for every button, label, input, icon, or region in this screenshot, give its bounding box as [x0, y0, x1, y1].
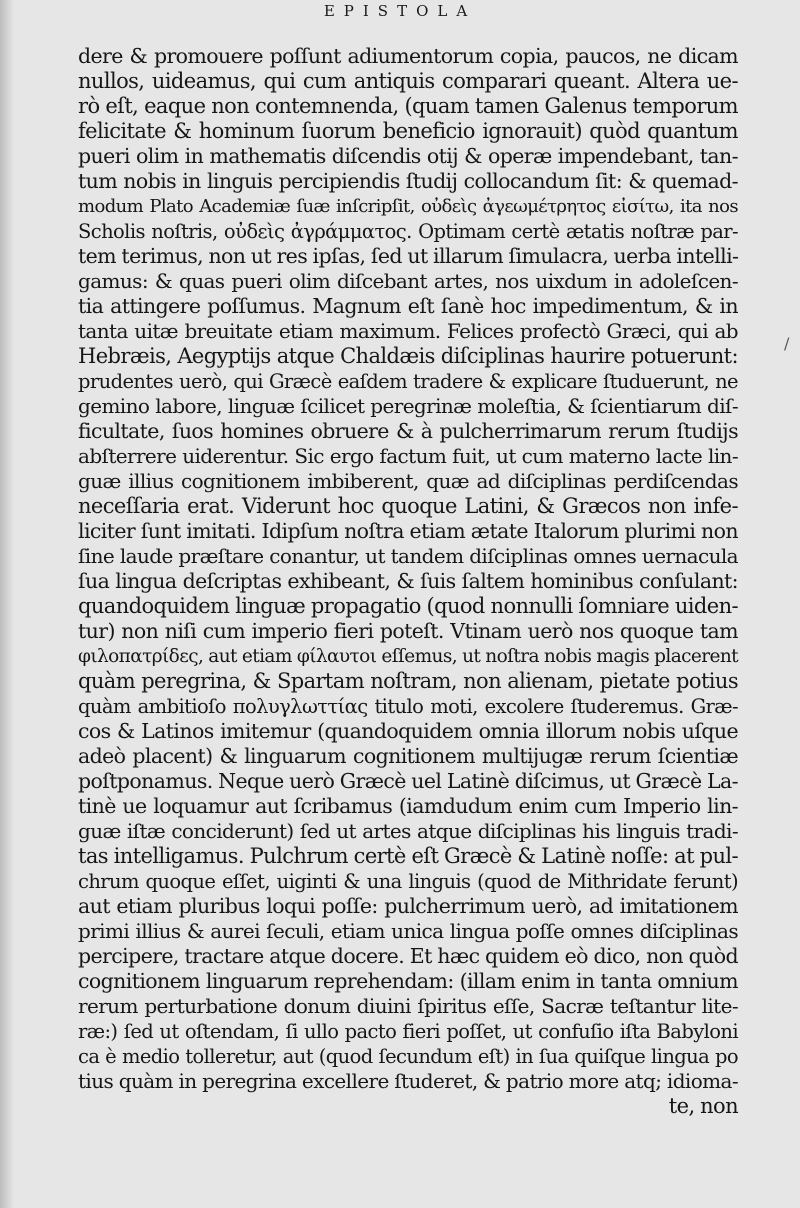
text-line: tia attingere poſſumus. Magnum eſt ſanè hoc impedimentum, & in — [78, 294, 738, 318]
text-line: abſterrere uiderentur. Sic ergo factum fuit, ut cum materno lacte lin- — [78, 444, 738, 468]
text-line: primi illius & aurei ſeculi, etiam unica lingua poſſe omnes diſciplinas — [78, 919, 738, 943]
text-line: adeò placent) & linguarum cognitionem multijugæ rerum ſcientiæ — [78, 744, 738, 768]
text-line: rerum perturbatione donum diuini ſpiritus eſſe, Sacræ teſtantur lite- — [78, 994, 738, 1018]
text-line: felicitate & hominum ſuorum beneficio ignorauit) quòd quantum — [78, 119, 738, 143]
text-line: nullos, uideamus, qui cum antiquis comparari queant. Altera ue- — [78, 69, 738, 93]
text-line: gamus: & quas pueri olim diſcebant artes, nos uixdum in adoleſcen- — [78, 269, 738, 293]
text-line: poſtponamus. Neque uerò Græcè uel Latinè diſcimus, ut Græcè La- — [78, 769, 738, 793]
text-line: prudentes uerò, qui Græcè eaſdem tradere & explicare ſtuduerunt, ne — [78, 370, 738, 393]
text-line: tanta uitæ breuitate etiam maximum. Felices profectò Græci, qui ab — [78, 319, 738, 343]
text-line: ſua lingua deſcriptas exhibeant, & ſuis ſaltem hominibus conſulant: — [78, 569, 738, 593]
text-line: Hebræis, Aegyptijs atque Chaldæis diſciplinas haurire potuerunt: — [78, 344, 738, 368]
text-line: modum Plato Academiæ ſuæ inſcripſit, οὐδεὶς ἀγεωμέτρητος εἰσίτω, ita nos — [78, 196, 738, 217]
text-line: tius quàm in peregrina excellere ſtuderet, & patrio more atq; idioma- — [78, 1069, 738, 1093]
text-line: dere & promouere poſſunt adiumentorum copia, paucos, ne dicam — [78, 44, 738, 68]
text-line: tur) non niſi cum imperio fieri poteſt. Vtinam uerò nos quoque tam — [78, 619, 738, 643]
text-line: liciter ſunt imitati. Idipſum noſtra etiam ætate Italorum plurimi non — [78, 519, 738, 543]
text-line: ca è medio tolleretur, aut (quod ſecundum eſt) in ſua quiſque lingua po — [78, 1045, 738, 1068]
text-line: pueri olim in mathematis diſcendis otij & operæ impendebant, tan- — [78, 144, 738, 168]
text-line: percipere, tractare atque docere. Et hæc quidem eò dico, non quòd — [78, 944, 738, 968]
text-line: aut etiam pluribus loqui poſſe: pulcherrimum uerò, ad imitationem — [78, 894, 738, 918]
text-line: cognitionem linguarum reprehendam: (illam enim in tanta omnium — [78, 969, 738, 993]
text-line: ſine laude præſtare conantur, ut tandem diſciplinas omnes uernacula — [78, 544, 738, 568]
body-text — [78, 44, 738, 1119]
text-line: chrum quoque eſſet, uiginti & una linguis (quod de Mithridate ferunt) — [78, 870, 738, 893]
text-line: cos & Latinos imitemur (quandoquidem omnia illorum nobis uſque — [78, 719, 738, 743]
text-line: quàm ambitioſo πολυγλωττίας titulo moti, excolere ſtuderemus. Græ- — [78, 695, 738, 718]
margin-mark: / — [784, 334, 790, 353]
running-head: EPISTOLA — [323, 2, 477, 20]
text-line: quàm peregrina, & Spartam noſtram, non alienam, pietate potius — [78, 669, 738, 693]
text-line: rò eſt, eaque non contemnenda, (quam tamen Galenus temporum — [78, 94, 738, 118]
text-line: tas intelligamus. Pulchrum certè eſt Græcè & Latinè noſſe: at pul- — [78, 844, 738, 868]
text-line: guæ illius cognitionem imbiberent, quæ ad diſciplinas perdiſcendas — [78, 469, 738, 493]
text-line: ficultate, ſuos homines obruere & à pulcherrimarum rerum ſtudijs — [78, 419, 738, 443]
text-line: guæ iſtæ conciderunt) ſed ut artes atque diſciplinas his linguis tradi- — [78, 819, 738, 843]
text-line: neceſſaria erat. Viderunt hoc quoque Latini, & Græcos non infe- — [78, 494, 738, 518]
text-line: tem terimus, non ut res ipſas, ſed ut illarum ſimulacra, uerba intelli- — [78, 244, 739, 268]
text-line: quandoquidem linguæ propagatio (quod nonnulli ſomniare uiden- — [78, 594, 738, 618]
text-line: tum nobis in linguis percipiendis ſtudij collocandum ſit: & quemad- — [78, 169, 738, 193]
text-line: Scholis noſtris, οὐδεὶς ἀγράμματος. Optimam certè ætatis noſtræ par- — [78, 220, 738, 243]
text-line: gemino labore, linguæ ſcilicet peregrinæ moleſtia, & ſcientiarum diſ- — [78, 394, 738, 418]
text-line: φιλοπατρίδες, aut etiam φίλαυτοι eſſemus, ut noſtra nobis magis placerent — [78, 646, 738, 667]
text-line: tinè ue loquamur aut ſcribamus (iamdudum enim cum Imperio lin- — [78, 794, 738, 818]
text-line: ræ:) ſed ut oſtendam, ſi ullo pacto fieri poſſet, ut confuſio iſta Babyloni — [78, 1020, 738, 1043]
catchword: te, non — [668, 1094, 738, 1118]
